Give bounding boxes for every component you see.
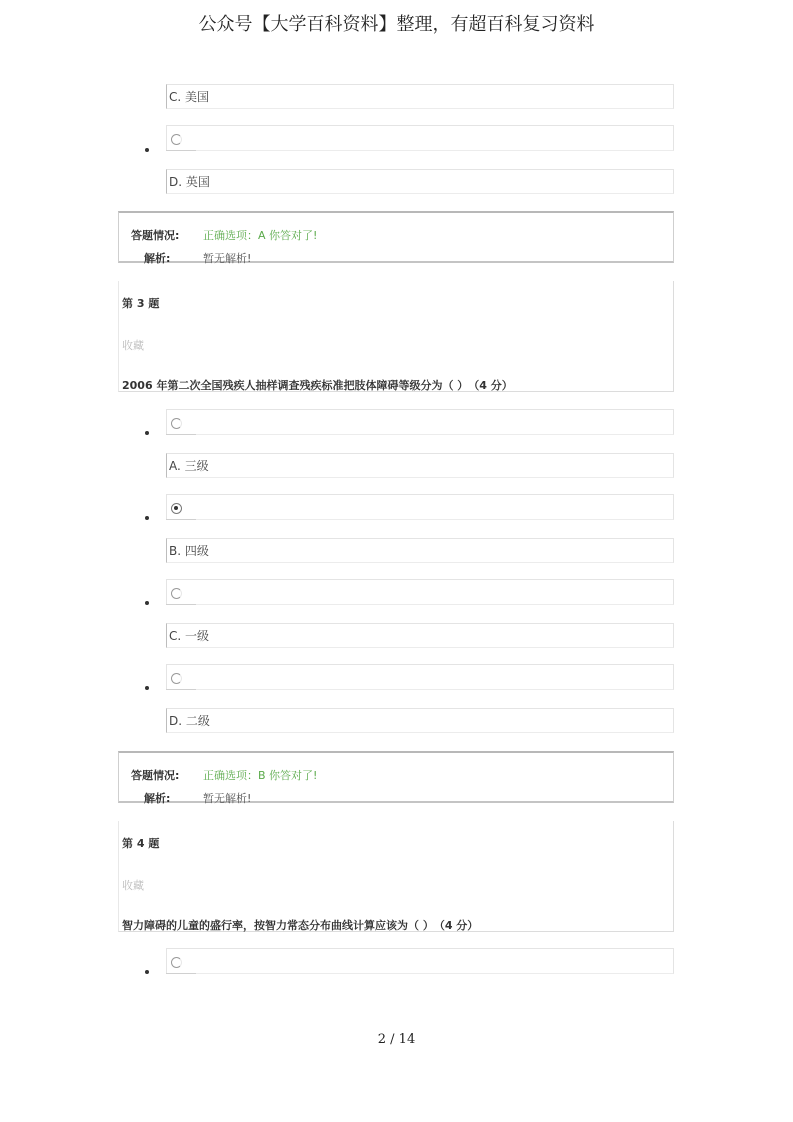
- list-bullet: [145, 148, 149, 152]
- option-d-row[interactable]: [166, 664, 674, 690]
- analysis-label: 解析:: [144, 792, 171, 805]
- radio-underline: [166, 150, 196, 151]
- question-text: 2006 年第二次全国残疾人抽样调查残疾标准把肢体障碍等级分为（ ） （4 分）: [122, 379, 513, 392]
- option-b-row[interactable]: [166, 494, 674, 520]
- option-d-text: D. 二级: [166, 708, 674, 733]
- radio-underline: [166, 519, 196, 520]
- option-b-radio-selected[interactable]: [171, 503, 182, 514]
- option-c-radio[interactable]: [171, 588, 182, 599]
- option-b-text: B. 四级: [166, 538, 674, 563]
- favorite-link[interactable]: 收藏: [122, 879, 144, 892]
- answer-status-value: 正确选项：A 你答对了!: [203, 229, 318, 242]
- answer-status-value: 正确选项：B 你答对了!: [203, 769, 318, 782]
- favorite-link[interactable]: 收藏: [122, 339, 144, 352]
- option-a-row[interactable]: [166, 409, 674, 435]
- question-3-block: [118, 281, 674, 392]
- analysis-label: 解析:: [144, 252, 171, 265]
- option-a-radio[interactable]: [171, 418, 182, 429]
- option-c-text: C. 一级: [166, 623, 674, 648]
- question-number: 第 3 题: [122, 297, 160, 310]
- radio-underline: [166, 689, 196, 690]
- answer-status-label: 答题情况:: [131, 229, 180, 242]
- page-number: 2 / 14: [377, 1032, 416, 1047]
- radio-underline: [166, 434, 196, 435]
- option-d-row[interactable]: [166, 125, 674, 151]
- radio-underline: [166, 973, 196, 974]
- list-bullet: [145, 601, 149, 605]
- question-4-block: [118, 821, 674, 932]
- option-c-text: C. 美国: [166, 84, 674, 109]
- list-bullet: [145, 516, 149, 520]
- option-d-radio[interactable]: [171, 134, 182, 145]
- analysis-value: 暂无解析!: [203, 252, 252, 265]
- option-d-text: D. 英国: [166, 169, 674, 194]
- question-text: 智力障碍的儿童的盛行率，按智力常态分布曲线计算应该为（ ） （4 分）: [122, 919, 479, 932]
- radio-underline: [166, 604, 196, 605]
- page-header: 公众号【大学百科资料】整理，有超百科复习资料: [198, 14, 595, 35]
- question-number: 第 4 题: [122, 837, 160, 850]
- option-c-row[interactable]: [166, 579, 674, 605]
- answer-status-label: 答题情况:: [131, 769, 180, 782]
- analysis-value: 暂无解析!: [203, 792, 252, 805]
- list-bullet: [145, 686, 149, 690]
- option-a-radio[interactable]: [171, 957, 182, 968]
- list-bullet: [145, 970, 149, 974]
- list-bullet: [145, 431, 149, 435]
- answer-result-box: [118, 751, 674, 803]
- option-d-radio[interactable]: [171, 673, 182, 684]
- answer-result-box: [118, 211, 674, 263]
- option-a-row[interactable]: [166, 948, 674, 974]
- option-a-text: A. 三级: [166, 453, 674, 478]
